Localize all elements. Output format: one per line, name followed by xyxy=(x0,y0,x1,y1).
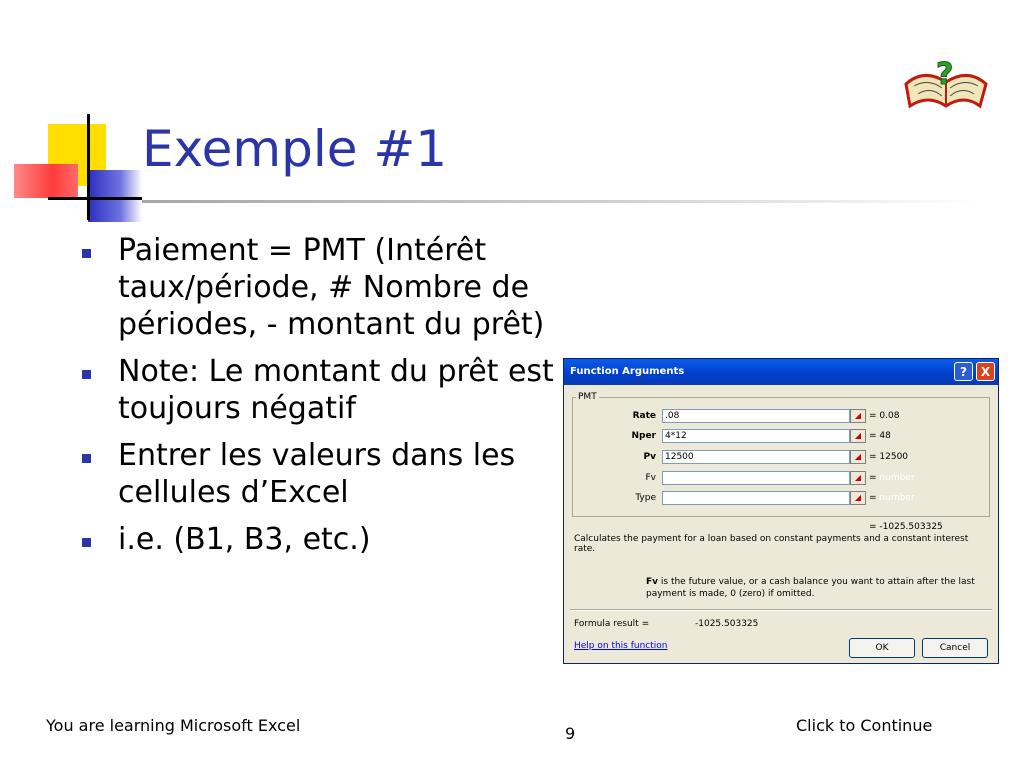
type-input[interactable] xyxy=(662,491,850,505)
collapse-dialog-icon[interactable]: ◢ xyxy=(850,409,866,423)
ok-button[interactable]: OK xyxy=(849,638,915,658)
bullet-item: Paiement = PMT (Intérêt taux/période, # Nombre de périodes, - montant du prêt) xyxy=(80,232,580,343)
help-button[interactable]: ? xyxy=(954,362,973,381)
arg-result-nper: = 48 xyxy=(869,431,891,441)
slide-title: Exemple #1 xyxy=(142,120,448,178)
help-on-function-link[interactable]: Help on this function xyxy=(574,641,668,651)
arg-result-rate: = 0.08 xyxy=(869,411,900,421)
title-decoration-hline xyxy=(48,197,142,200)
fv-input[interactable] xyxy=(662,471,850,485)
close-button[interactable]: X xyxy=(976,362,995,381)
total-result: = -1025.503325 xyxy=(869,522,943,532)
arg-label-type: Type xyxy=(635,493,656,503)
arg-label-pv: Pv xyxy=(643,452,656,462)
cancel-button[interactable]: Cancel xyxy=(922,638,988,658)
function-arguments-dialog xyxy=(563,358,999,664)
title-rule xyxy=(142,200,982,203)
arg-label-rate: Rate xyxy=(632,411,656,421)
arg-label-fv: Fv xyxy=(645,473,656,483)
title-decoration-vline xyxy=(87,114,90,220)
formula-result-label: Formula result = xyxy=(574,619,650,629)
click-to-continue-link[interactable]: Click to Continue xyxy=(796,716,933,735)
dialog-title: Function Arguments xyxy=(570,366,685,377)
title-decoration-blue xyxy=(88,170,142,222)
collapse-dialog-icon[interactable]: ◢ xyxy=(850,491,866,505)
question-book-icon xyxy=(900,56,992,114)
collapse-dialog-icon[interactable]: ◢ xyxy=(850,471,866,485)
bullet-item: Entrer les valeurs dans les cellules d’Excel xyxy=(80,437,580,511)
rate-input[interactable]: .08 xyxy=(662,409,850,423)
svg-text:?: ? xyxy=(936,57,954,92)
function-description: Calculates the payment for a loan based on constant payments and a constant interest rate. xyxy=(574,534,969,554)
pv-input[interactable]: 12500 xyxy=(662,450,850,464)
group-label: PMT xyxy=(578,392,597,402)
nper-input[interactable]: 4*12 xyxy=(662,429,850,443)
arg-result-fv: = number xyxy=(869,473,915,483)
bullet-item: Note: Le montant du prêt est toujours négatif xyxy=(80,353,580,427)
bullet-item: i.e. (B1, B3, etc.) xyxy=(80,521,580,558)
bullet-list xyxy=(80,232,580,568)
title-decoration-red xyxy=(14,164,78,198)
separator xyxy=(570,609,992,611)
arg-label-nper: Nper xyxy=(631,431,656,441)
bullet-square-icon xyxy=(82,370,91,379)
arg-result-pv: = 12500 xyxy=(869,452,909,462)
arg-result-type: = number xyxy=(869,493,915,503)
formula-result-value: -1025.503325 xyxy=(695,619,759,629)
collapse-dialog-icon[interactable]: ◢ xyxy=(850,429,866,443)
bullet-square-icon xyxy=(82,538,91,547)
page-number: 9 xyxy=(565,724,576,743)
collapse-dialog-icon[interactable]: ◢ xyxy=(850,450,866,464)
bullet-square-icon xyxy=(82,454,91,463)
dialog-titlebar[interactable] xyxy=(564,359,998,385)
bullet-square-icon xyxy=(82,249,91,258)
footer-left-text: You are learning Microsoft Excel xyxy=(46,716,301,735)
argument-description: Fv is the future value, or a cash balance you want to attain after the last payment is made, 0 (zero) if omitted. xyxy=(646,577,975,599)
